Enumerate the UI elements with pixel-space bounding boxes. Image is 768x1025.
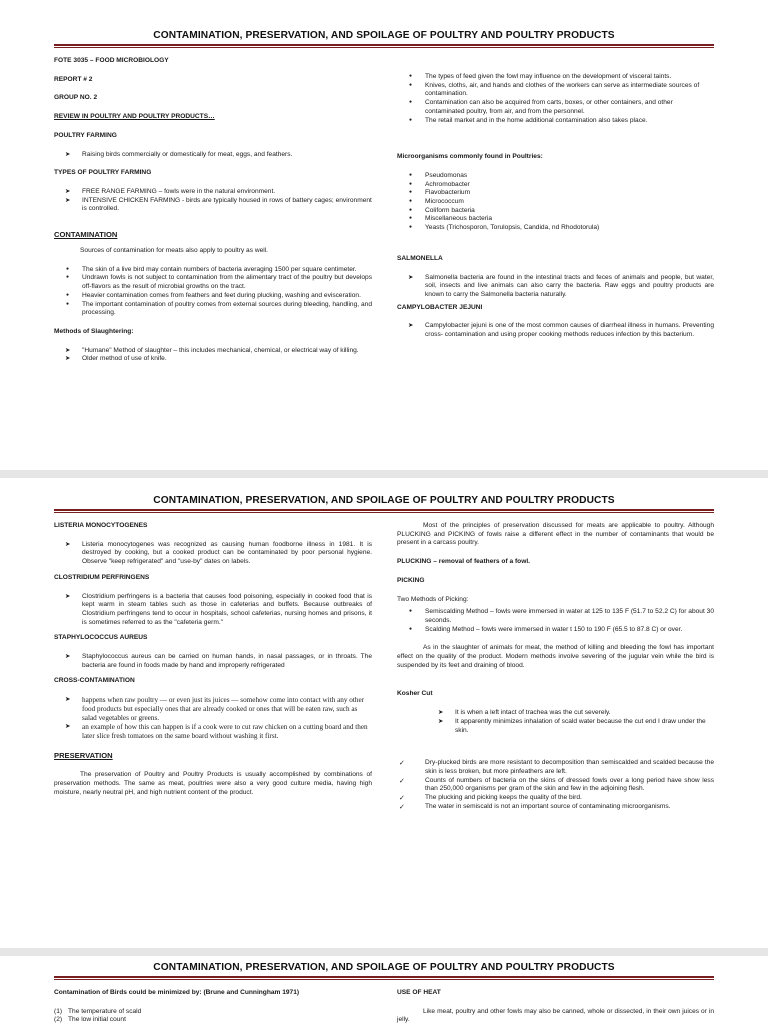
- list-item: ➤ Clostridium perfringens is a bacteria that causes food poisoning, especially in cooked food that is kept warm in steam tables such as those in cafeterias and buffets. Because outbreaks of Clostridium perfringens tend to occur in hospitals, school cafeterias, nursing homes and prisons, it is sometimes referred to as the "cafeteria germ.": [54, 593, 372, 628]
- picking-heading: PICKING: [397, 576, 425, 584]
- list-item: ✓ Counts of numbers of bacteria on the skins of dressed fowls over a long period have show less than 250,000 organisms per gram of the skin and few in the adjoining flesh.: [397, 777, 714, 794]
- list-item: ● Contamination can also be acquired from carts, boxes, or other containers, and other contaminated poultry, from air, and from the personnel.: [397, 99, 714, 116]
- list-item: ● The retail market and in the home additional contamination also takes place.: [397, 117, 714, 126]
- list-item: ● Achromobacter: [397, 181, 714, 190]
- list-item: ● Yeasts (Trichosporon, Torulopsis, Candida, nd Rhodotorula): [397, 224, 714, 233]
- microorganisms-list: [397, 172, 714, 233]
- list-item: ● Knives, cloths, air, and hands and clothes of the workers can serve as intermediate sources of contamination.: [397, 82, 714, 99]
- list-item: ➤ Older method of use of knife.: [54, 355, 372, 364]
- staphylococcus-heading: STAPHYLOCOCCUS AUREUS: [54, 634, 148, 642]
- left-column: [54, 57, 372, 364]
- types-heading: TYPES OF POULTRY FARMING: [54, 169, 152, 177]
- right-column: [397, 522, 714, 811]
- campylobacter-heading: CAMPYLOBACTER JEJUNI: [397, 303, 483, 311]
- list-item: ● Micrococcum: [397, 198, 714, 207]
- contamination-list: [54, 266, 372, 318]
- list-item: ✓ Dry-plucked birds are more resistant to decomposition than semiscalded and scalded because the skin is less broken, but more pinfeathers are left.: [397, 759, 714, 776]
- list-item: ● Undrawn fowls is not subject to contamination from the alimentary tract of the poultry but develops off-flavors as the result of microbial growths on the tract.: [54, 274, 372, 291]
- picking-subheading: Two Methods of Picking:: [397, 595, 469, 603]
- left-column: [54, 522, 372, 797]
- plucking-definition: PLUCKING – removal of feathers of a fowl.: [397, 558, 530, 566]
- microorganisms-heading: Microorganisms commonly found in Poultries:: [397, 153, 543, 161]
- page-gap: [0, 948, 768, 956]
- left-column: [54, 989, 372, 1025]
- course-label: FOTE 3035 – FOOD MICROBIOLOGY: [54, 57, 169, 64]
- right-column: [397, 989, 714, 1025]
- contamination-intro: Sources of contamination for meats also apply to poultry as well.: [80, 247, 269, 255]
- list-item: ➤ Listeria monocytogenes was recognized as causing human foodborne illness in 1981. It is destroyed by cooking, but a cooked product can be contaminated by poor personal hygiene. Observe "keep refrigerated" and "use-by" dates on labels.: [54, 541, 372, 567]
- listeria-heading: LISTERIA MONOCYTOGENES: [54, 522, 148, 529]
- list-item: ➤ Salmonella bacteria are found in the intestinal tracts and feces of animals and people, but water, soil, insects and live animals can also carry the bacteria. Raw eggs and poultry products are known to carry the Salmonella bacteria naturally.: [397, 274, 714, 300]
- slaughter-heading: Methods of Slaughtering:: [54, 327, 134, 335]
- slaughter-text: As in the slaughter of animals for meat, the method of killing and bleeding the fowl has important effect on the quality of the product. Modern methods involve severing of the jugular vein while the bird is suspended by its feet and draining of blood.: [397, 644, 714, 669]
- page-title: CONTAMINATION, PRESERVATION, AND SPOILAGE OF POULTRY AND POULTRY PRODUCTS: [153, 962, 615, 973]
- contamination-heading: CONTAMINATION: [54, 230, 118, 240]
- use-of-heat-heading: USE OF HEAT: [397, 989, 441, 996]
- title-rule: [54, 44, 714, 48]
- clostridium-heading: CLOSTRIDIUM PERFRINGENS: [54, 573, 150, 581]
- list-item: ➤ INTENSIVE CHICKEN FARMING - birds are typically housed in rows of battery cages; environment is controlled.: [54, 197, 372, 214]
- list-item: ➤ It apparently minimizes inhalation of scald water because the cut end I draw under the skin.: [427, 718, 714, 735]
- cross-contamination-list: [54, 696, 372, 741]
- preservation-intro: Most of the principles of preservation discussed for meats are applicable to poultry. Although PLUCKING and PICKING of fowls raise a different effect in the number of contaminants that would be present in a carcass poultry.: [397, 522, 714, 547]
- list-item: ✓ The plucking and picking keeps the quality of the bird.: [397, 794, 714, 803]
- campylobacter-list: [397, 322, 714, 339]
- staphylococcus-list: [54, 653, 372, 670]
- list-item: ● Pseudomonas: [397, 172, 714, 181]
- minimize-heading: Contamination of Birds could be minimized by: (Brune and Cunningham 1971): [54, 989, 300, 996]
- types-list: [54, 188, 372, 214]
- poultry-farming-heading: POULTRY FARMING: [54, 131, 117, 139]
- list-item: ➤ Campylobacter jejuni is one of the most common causes of diarrheal illness in humans. Preventing cross- contamination and using proper cooking methods reduces infection by this bacterium.: [397, 322, 714, 339]
- list-item: ➤ an example of how this can happen is if a cook were to cut raw chicken on a cutting board and then later slice fresh tomatoes on the same board without washing it first.: [54, 723, 372, 741]
- kosher-cut-heading: Kosher Cut: [397, 690, 433, 698]
- right-column: [397, 73, 714, 340]
- preservation-text: The preservation of Poultry and Poultry Products is usually accomplished by combinations of preservation methods. The same as meat, poultries were also a very good culture media, having high moisture, nearly neutral pH, and high nutrient content of the product.: [54, 771, 372, 796]
- listeria-list: [54, 541, 372, 567]
- group-label: GROUP NO. 2: [54, 94, 98, 102]
- farming-list: [54, 151, 372, 160]
- contamination-sources-list: [397, 73, 714, 125]
- list-item: ➤ Staphylococcus aureus can be carried on human hands, in nasal passages, or in throats. The bacteria are found in foods made by hand and improperly refrigerated: [54, 653, 372, 670]
- kosher-cut-list: [397, 709, 714, 735]
- title-rule: [54, 509, 714, 513]
- review-heading: REVIEW IN POULTRY AND POULTRY PRODUCTS…: [54, 113, 215, 121]
- salmonella-heading: SALMONELLA: [397, 254, 443, 262]
- title-rule: [54, 976, 714, 980]
- list-item: ➤ FREE RANGE FARMING – fowls were in the natural environment.: [54, 188, 372, 197]
- page-title: CONTAMINATION, PRESERVATION, AND SPOILAGE OF POULTRY AND POULTRY PRODUCTS: [153, 30, 615, 41]
- list-item: ➤ "Humane" Method of slaughter – this includes mechanical, chemical, or electrical way of killing.: [54, 347, 372, 356]
- list-item: ● The important contamination of poultry comes from external sources during bleeding, handling, and processing.: [54, 301, 372, 318]
- page-gap: [0, 470, 768, 478]
- list-item: ➤ It is when a left intact of trachea was the cut severely.: [427, 709, 714, 718]
- page-1: [0, 0, 768, 470]
- cross-contamination-heading: CROSS-CONTAMINATION: [54, 677, 135, 685]
- list-item: ➤ happens when raw poultry — or even just its juices — somehow come into contact with any other food products but especially ones that are already cooked or ones that will be eaten raw, such as salad vegetables or greens.: [54, 696, 372, 723]
- list-item: ● Semiscalding Method – fowls were immersed in water at 125 to 135 F (51.7 to 52.2 C) for about 30 seconds.: [397, 608, 714, 625]
- preservation-heading: PRESERVATION: [54, 751, 113, 761]
- list-item: ✓ The water in semiscald is not an important source of contaminating microorganisms.: [397, 803, 714, 812]
- list-item: (2) The low initial count: [54, 1016, 372, 1025]
- salmonella-list: [397, 274, 714, 300]
- page-2: [0, 478, 768, 948]
- page-title: CONTAMINATION, PRESERVATION, AND SPOILAGE OF POULTRY AND POULTRY PRODUCTS: [153, 495, 615, 506]
- use-of-heat-text: Like meat, poultry and other fowls may also be canned, whole or dissected, in their own juices or in jelly.: [397, 1007, 714, 1024]
- list-item: ● The types of feed given the fowl may influence on the development of visceral taints.: [397, 73, 714, 82]
- list-item: ● Heavier contamination comes from feathers and feet during plucking, washing and evisceration.: [54, 292, 372, 301]
- quality-checklist: [397, 759, 714, 811]
- page-3: [0, 956, 768, 1024]
- list-item: ● The skin of a live bird may contain numbers of bacteria averaging 1500 per square centimeter.: [54, 266, 372, 275]
- list-item: (1) The temperature of scald: [54, 1008, 372, 1017]
- list-item: ● Coliform bacteria: [397, 207, 714, 216]
- report-label: REPORT # 2: [54, 75, 93, 83]
- minimize-list: [54, 1008, 372, 1025]
- list-item: ● Flavobacterium: [397, 189, 714, 198]
- list-item: ● Miscellaneous bacteria: [397, 215, 714, 224]
- list-item: ● Scalding Method – fowls were immersed in water t 150 to 190 F (65.5 to 87.8 C) or over.: [397, 626, 714, 635]
- list-item: ➤ Raising birds commercially or domestically for meat, eggs, and feathers.: [54, 151, 372, 160]
- picking-list: [397, 608, 714, 634]
- slaughter-list: [54, 347, 372, 364]
- clostridium-list: [54, 593, 372, 628]
